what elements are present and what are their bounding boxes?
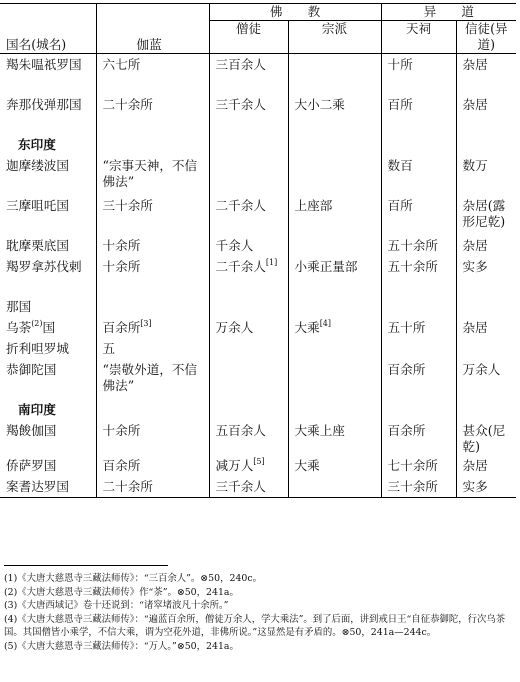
cell-followers: 杂居 [456,94,516,134]
section-label: 南印度 [18,402,56,417]
cell-sect: 大乘[4] [288,317,381,338]
cell-monks: 减万人[5] [209,455,288,476]
footnote-marker: [3] [140,319,152,328]
table-row [0,296,516,317]
cell-monks: 三千余人 [209,476,288,498]
empty-cell [381,134,456,155]
section-label: 东印度 [18,137,56,152]
cell-monastery: 六七所 [96,54,209,95]
cell-monastery [96,296,209,317]
cell-monastery: 百余所 [96,455,209,476]
footnote-marker: [5] [253,457,265,466]
cell-temples: 百所 [381,94,456,134]
cell-temples: 数百 [381,155,456,195]
cell-sect [288,359,381,399]
cell-followers: 杂居 [456,317,516,338]
cell-monastery: 三十余所 [96,195,209,235]
header-heterodox: 异 道 [381,4,516,21]
cell-sect [288,296,381,317]
cell-country: 羯餕伽国 [6,423,57,438]
cell-followers: 万余人 [456,359,516,399]
cell-sect [288,476,381,498]
footnote: (4)《大唐大慈恩寺三藏法师传》：“遍蓝百余所，僧徒万余人，学大乘法”。到了后面，讲到戒日王“自征恭御陀，行次乌茶国。其国僧皆小乘学，不信大乘，谓为空花外道，非佛所说。”这显然是有矛盾的。⊗50，241a—244c。 [4,613,506,638]
cell-followers: 杂居 [456,54,516,95]
cell-sect: 上座部 [288,195,381,235]
cell-monastery: 二十余所 [96,476,209,498]
footnote-marker: [4] [319,319,332,328]
empty-cell [456,399,516,420]
header-temples: 天祠 [381,21,456,54]
footnote-separator [4,565,168,566]
empty-cell [288,134,381,155]
cell-country: 三摩咀吒国 [6,198,69,213]
empty-cell [209,134,288,155]
cell-country: 迦摩缕波国 [6,158,69,173]
cell-temples: 百所 [381,195,456,235]
header-sect: 宗派 [288,21,381,54]
table-row [0,420,516,455]
footnotes [4,572,512,653]
cell-monastery: 百余所[3] [96,317,209,338]
header-country: 国名(城名) [0,4,96,54]
cell-country: 恭御陀国 [6,362,57,377]
cell-country: 羯朱嗢祇罗国 [0,54,96,95]
cell-monks: 万余人 [209,317,288,338]
cell-followers: 杂居 [456,455,516,476]
table-row [0,94,516,134]
table-row [0,476,516,498]
cell-temples: 十所 [381,54,456,95]
cell-country: 耽摩栗底国 [6,238,69,253]
cell-monastery: 十余所 [96,235,209,256]
cell-country: 奔那伐弹那国 [6,97,82,112]
cell-monks: 二千余人 [209,195,288,235]
empty-cell [288,399,381,420]
section-row [0,399,516,420]
cell-monastery: 十余所 [96,420,209,455]
footnote: (5)《大唐大慈恩寺三藏法师传》：“万人。”⊗50，241a。 [4,640,239,652]
footnote-marker: (2) [31,319,43,328]
footnote: (2)《大唐大慈恩寺三藏法师传》作“茶”。⊗50，241a。 [4,586,239,598]
footnote: (3)《大唐西域记》卷十还说到：“诸窣堵波凡十余所。” [4,600,229,611]
cell-monks: 三千余人 [209,94,288,134]
cell-followers: 实多 [456,476,516,498]
cell-country: 乌荼$^{(2)}$国 [6,319,56,335]
header-row-1 [0,4,516,21]
cell-monks: 五百余人 [209,420,288,455]
cell-temples: 三十余所 [381,476,456,498]
cell-country: 那国 [6,299,32,314]
cell-monks [209,296,288,317]
cell-monks [209,338,288,359]
table-row [0,338,516,359]
cell-temples: 五十余所 [381,235,456,256]
empty-cell [96,134,209,155]
cell-monastery: 五 [96,338,209,359]
table-row [0,317,516,338]
cell-monastery: 十余所 [96,256,209,296]
footnote: (1)《大唐大慈恩寺三藏法师传》：“三百余人”。⊗50，240c。 [4,573,262,584]
header-monastery: 伽蓝 [96,4,209,54]
header-monks: 僧徒 [209,21,288,54]
section-row [0,134,516,155]
empty-cell [96,399,209,420]
cell-temples [381,296,456,317]
table-row [0,54,516,95]
cell-sect: 小乘正量部 [288,256,381,296]
cell-monks: 三百余人 [209,54,288,95]
cell-country: 折利呾罗城 [6,341,69,356]
cell-monastery: “崇敬外道，不信佛法” [96,359,209,399]
cell-temples: 百余所 [381,359,456,399]
cell-monks: 二千余人[1] [209,256,288,296]
cell-country: 侨萨罗国 [6,458,57,473]
footnote-marker: [1] [265,258,278,267]
cell-sect [288,338,381,359]
cell-followers [456,338,516,359]
cell-sect: 大小二乘 [288,94,381,134]
cell-followers: 杂居(露形尼乾) [456,195,516,235]
table-row [0,455,516,476]
header-followers: 信徒(异道) [456,21,516,54]
cell-monks: 千余人 [209,235,288,256]
table-body [0,54,516,498]
cell-temples: 七十余所 [381,455,456,476]
cell-sect: 大乘上座 [288,420,381,455]
cell-country: 羯罗拿苏伐剌 [6,259,82,274]
cell-followers: 实多 [456,256,516,296]
table-row [0,195,516,235]
cell-temples: 百余所 [381,420,456,455]
empty-cell [456,134,516,155]
header-buddhism: 佛 教 [209,4,381,21]
cell-sect [288,155,381,195]
table-row [0,235,516,256]
cell-monastery: 二十余所 [96,94,209,134]
cell-monks [209,359,288,399]
cell-temples [381,338,456,359]
cell-followers: 杂居 [456,235,516,256]
cell-country: 案耆达罗国 [0,476,96,498]
cell-followers: 数万 [456,155,516,195]
table-row [0,359,516,399]
cell-sect [288,235,381,256]
cell-followers [456,296,516,317]
empty-cell [381,399,456,420]
cell-temples: 五十余所 [381,256,456,296]
table-row [0,256,516,296]
table-row [0,155,516,195]
cell-temples: 五十所 [381,317,456,338]
cell-followers: 甚众(尼乾) [456,420,516,455]
cell-monks [209,155,288,195]
buddhism-heterodox-table [0,3,516,498]
cell-sect: 大乘 [288,455,381,476]
cell-sect [288,54,381,95]
empty-cell [209,399,288,420]
cell-monastery: “宗事天神，不信佛法” [96,155,209,195]
